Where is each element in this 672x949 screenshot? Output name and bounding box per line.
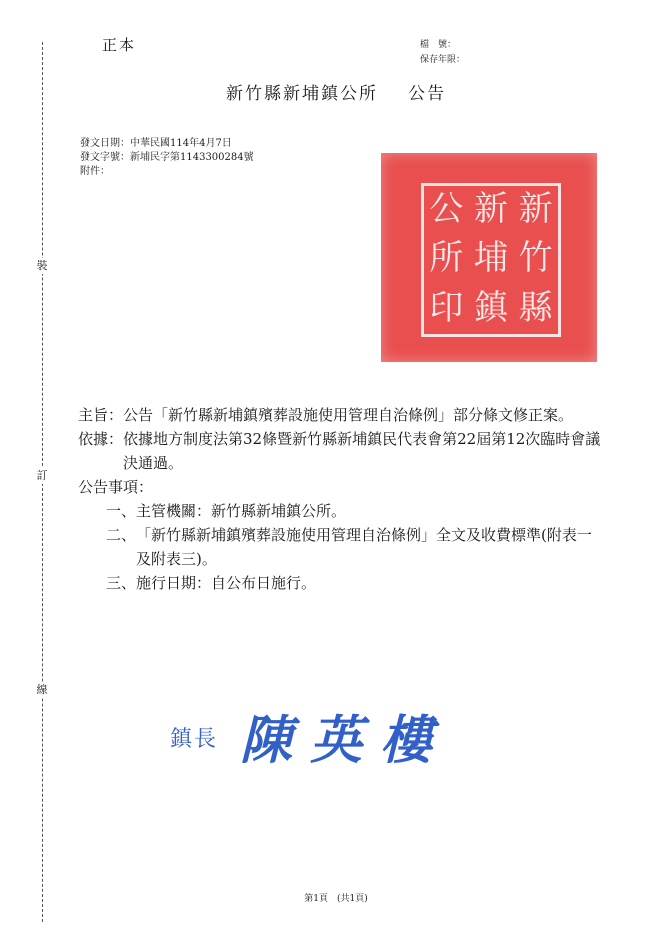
file-number-row (420, 38, 465, 53)
binding-char-1: 裝 (34, 258, 50, 274)
copy-label: 正本 (102, 36, 137, 54)
retention-row (420, 53, 465, 68)
document-title (0, 79, 672, 104)
subject-label: 主旨： (78, 406, 124, 424)
seal-char: 新 (474, 189, 508, 229)
item-number: 二、 (105, 526, 136, 544)
doc-number-label: 發文字號： (80, 152, 130, 163)
binding-char-2: 訂 (34, 468, 50, 484)
list-item (78, 571, 598, 595)
subject-paragraph (78, 403, 608, 427)
meta-right (420, 38, 465, 68)
seal-char: 公 (429, 189, 464, 229)
seal-char: 新 (518, 189, 553, 229)
seal-char: 竹 (518, 238, 553, 279)
issue-date-value: 中華民國114年4月7日 (130, 138, 232, 149)
seal-char: 埔 (474, 238, 508, 279)
signature-name: 陳英樓 (240, 710, 451, 771)
basis-text: 依據地方制度法第32條暨新竹縣新埔鎮民代表會第22屆第12次臨時會議決通過。 (123, 430, 601, 472)
list-item (78, 499, 598, 523)
item-text: 施行日期：自公布日施行。 (136, 574, 317, 592)
attachment-label: 附件： (80, 166, 110, 177)
file-number-label: 檔 號： (420, 40, 457, 50)
title-doc-type: 公告 (408, 84, 446, 104)
binding-char-3: 線 (34, 682, 50, 698)
doc-number-row (80, 151, 254, 165)
doc-number-value: 新埔民字第1143300284號 (130, 152, 254, 163)
seal-char: 所 (429, 238, 464, 279)
retention-label: 保存年限： (420, 55, 466, 65)
official-seal (381, 153, 597, 362)
item-text: 「新竹縣新埔鎮殯葬設施使用管理自治條例」全文及收費標準(附表一及附表三)。 (136, 526, 592, 568)
seal-frame (421, 183, 561, 337)
list-item (78, 523, 598, 571)
seal-char: 鎮 (474, 287, 508, 328)
seal-char: 縣 (518, 287, 553, 328)
issue-date-label: 發文日期： (80, 138, 130, 149)
issue-date-row (80, 137, 254, 151)
announcement-body (78, 403, 608, 595)
basis-paragraph (78, 427, 608, 475)
seal-char: 印 (429, 287, 464, 328)
item-text: 主管機關：新竹縣新埔鎮公所。 (136, 502, 347, 520)
page-number: 第1頁 (共1頁) (304, 894, 368, 904)
basis-label: 依據： (78, 430, 124, 448)
item-number: 三、 (105, 574, 136, 592)
attachment-row (80, 165, 254, 179)
meta-left (80, 137, 254, 179)
title-org: 新竹縣新埔鎮公所 (226, 84, 378, 104)
subject-text: 公告「新竹縣新埔鎮殯葬設施使用管理自治條例」部分條文修正案。 (123, 406, 574, 424)
signature-title: 鎮長 (170, 727, 219, 752)
item-number: 一、 (105, 502, 136, 520)
items-title: 公告事項： (78, 478, 154, 496)
